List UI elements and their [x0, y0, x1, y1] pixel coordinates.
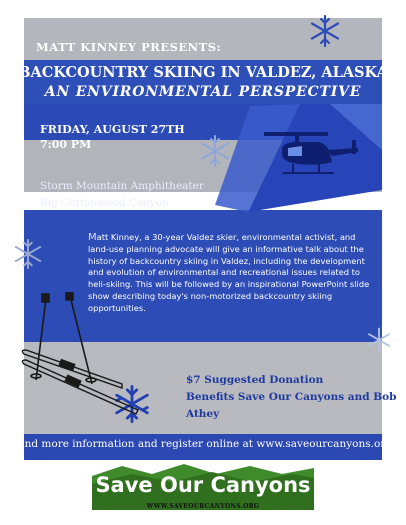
logo-name: Save Our Canyons: [95, 473, 311, 497]
event-subtitle: AN ENVIRONMENTAL PERSPECTIVE: [44, 84, 362, 100]
snowflake-icon: [366, 327, 392, 353]
snowflake-icon: [308, 14, 342, 48]
event-date: FRIDAY, AUGUST 27TH: [40, 123, 185, 136]
helicopter-icon: [262, 126, 362, 190]
venue-location: Big Cottonwood Canyon: [40, 197, 169, 209]
description-text: att Kinney, a 30-year Valdez skier, environmental activist, and land-use planning advocate will give an informative talk about the history of backcountry skiing in Valdez, including the development and evolution of environmental and recreational issues related to heli-skiing. This will be followed by an inspirational PowerPoint slide show describing today's non-motorized backcountry skiing opportunities.: [88, 232, 370, 313]
venue-name: Storm Mountain Amphitheater: [40, 180, 204, 192]
dropcap-letter: M: [88, 232, 97, 243]
donation-amount: $7 Suggested Donation: [186, 374, 324, 386]
event-date-time: [40, 122, 185, 152]
snowflake-icon: [12, 238, 44, 270]
event-venue: [40, 178, 204, 212]
event-time: 7:00 PM: [40, 138, 92, 151]
snowflake-icon: [198, 134, 232, 168]
donation-beneficiaries: Benefits Save Our Canyons and Bob Athey: [186, 391, 397, 420]
event-title: BACKCOUNTRY SKIING IN VALDEZ, ALASKA: [18, 64, 388, 81]
donation-info: [186, 372, 406, 423]
logo-url: WWW.SAVEOURCANYONS.ORG: [146, 503, 260, 510]
registration-info: Find more information and register online at www.saveourcanyons.org: [13, 438, 393, 450]
presenter-line: MATT KINNEY PRESENTS:: [36, 40, 222, 54]
event-description: [88, 232, 372, 315]
